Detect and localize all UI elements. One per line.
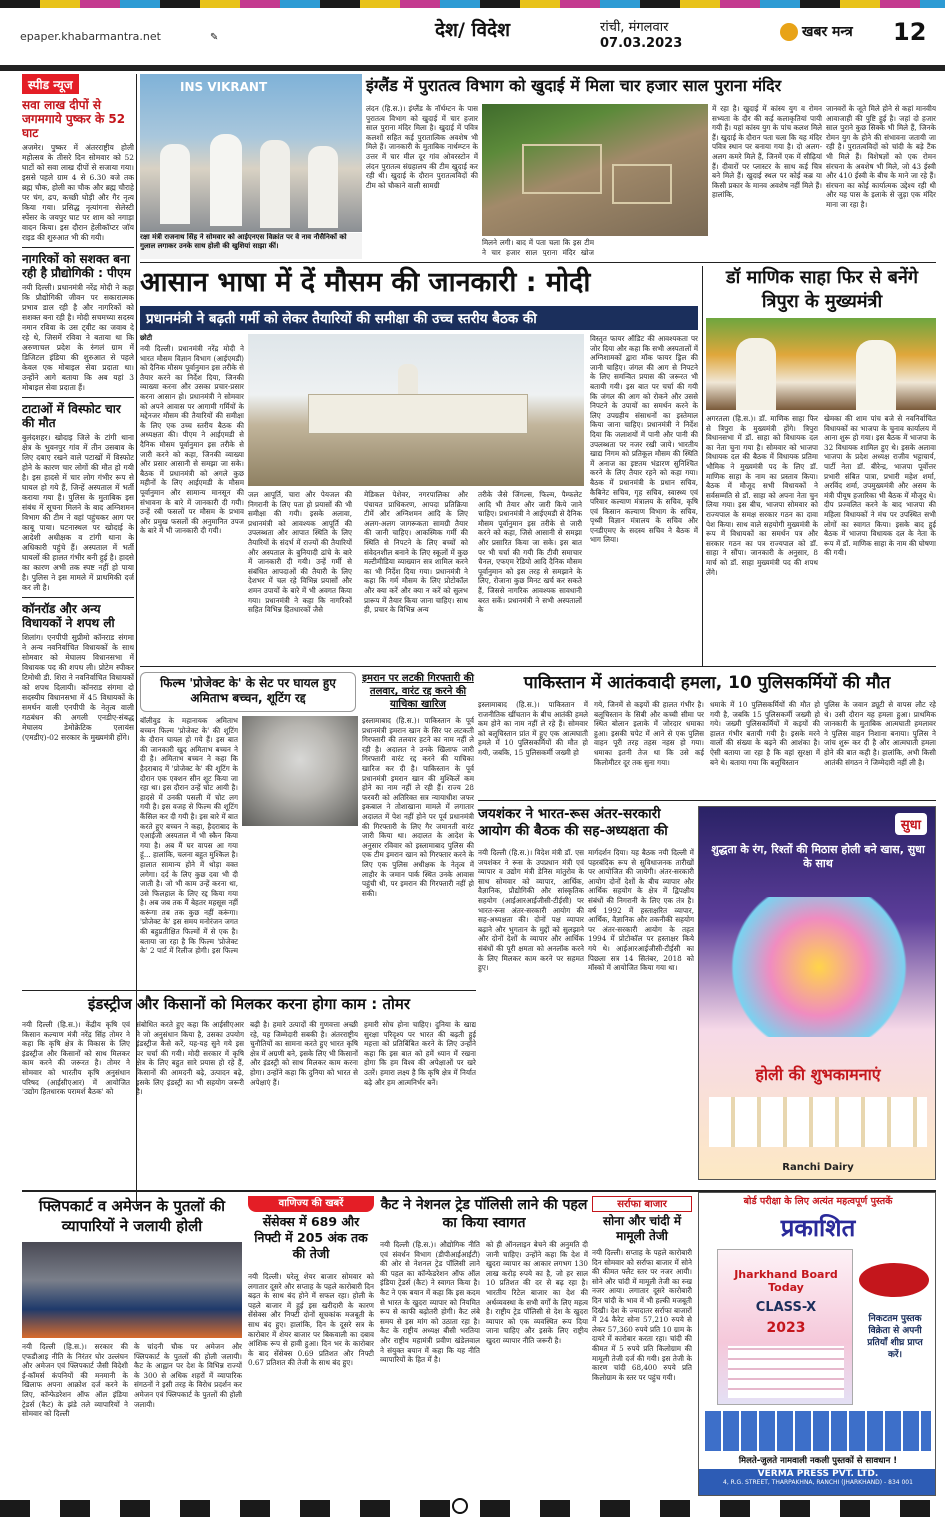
- pakistan-col-1: इस्लामाबाद (हि.स.)। पाकिस्तान में राजनीतिक खींचतान के बीच आतंकी हमले कम होने का नाम नहीं ले रहे हैं। सोमवार को बलूचिस्तान प्रांत में हुए एक आत्मघाती हमले में 10 पुलिसकर्मियों की मौत हो गयी, जबकि, 15 पुलिसकर्मी जख्मी हो: [478, 700, 588, 757]
- tripura-col-2: खेमका की शाम पांच बजे से नवनिर्वाचित विधायकों का भाजपा के चुनाव कार्यालय में आना शुरू हो गया। इस बैठक में भाजपा के 32 विधायक शामिल हुए थे। इसके अलावा भाजपा के प्रदेश अध्यक्ष राजीव भट्टाचार्य, पार्टी नेता डॉ. बीरेन्द्र, भाजपा पूर्वोत्तर प्रभारी संबित पात्रा, प्रभारी महेश शर्मा, अरविंद शर्मा, उपमुख्यमंत्री और असम के मंत्री पीयूष हजारिका भी बैठक में मौजूद थे। दीप प्रज्वलित करने के बाद भाजपा की महिला विधायकों ने मंच पर उपस्थित सभी लोगों का स्वागत किया। इसके बाद हुई बैठक में भाजपा विधायक दल के नेता के रूप में डॉ. माणिक साहा के नाम की घोषणा की गयी।: [824, 414, 936, 558]
- divider: [140, 666, 936, 667]
- amitabh-photo: [242, 716, 358, 826]
- sudha-dairy: Ranchi Dairy: [782, 1162, 854, 1173]
- prakashit-top: बोर्ड परीक्षा के लिए अत्यंत महत्वपूर्ण पुस्तकें: [699, 1193, 936, 1211]
- flipkart-protest-photo: [22, 1242, 242, 1338]
- tomar-col-4: हमारी सोच होना चाहिए। दुनिया के खाद्य सुरक्षा परिदृश्य पर भारत की बढ़ती हुई महत्ता को प्रतिबिंबित करने के लिए उन्होंने कहा कि इस बात को हमें ध्यान में रखना होगा कि हम विश्व की अपेक्षाओं पर खरे उतरें। हमारा लक्ष्य है कि कृषि क्षेत्र में निर्यात बढ़े और हम आत्मनिर्भर बनें।: [364, 1020, 476, 1087]
- crosshair-icon: [452, 1498, 468, 1514]
- cait-col-2: को ही ऑनलाइन बेचने की अनुमति दी जानी चाहिए। उन्होंने कहा कि देश में खुदरा व्यापार का आकार लगभग 130 लाख करोड़ रुपये का है, जो हर साल 10 प्रतिशत की दर से बढ़ रहा है। भारतीय रिटेल बाजार का देश की अर्थव्यवस्था के सभी वर्गों के लिए महत्व है। राष्ट्रीय ट्रेड पॉलिसी से देश के खुदरा व्यापार को एक व्यवस्थित रूप दिया जाना चाहिए और इसके लिए राष्ट्रीय खुदरा व्यापार नीति जरूरी है।: [486, 1240, 588, 1345]
- pakistan-col-2: गये, जिनमें से कइयों की हालत गंभीर है। बलूचिस्तान के सिबी और कच्ची सीमा पर स्थित बोलान इलाके में जोरदार धमाका हुआ। इसकी चपेट में आने से एक पुलिस वाहन पूरी तरह तहस नहस हो गया। धमाका इतनी तेज था कि उसे कई किलोमीटर दूर तक सुना गया।: [594, 700, 704, 767]
- tripura-headline: डॉ माणिक साहा फिर से बनेंगे त्रिपुरा के मुख्यमंत्री: [725, 267, 919, 312]
- pakistan-col-4: पुलिस के जवान ड्यूटी से वापस लौट रहे थे। उसी दौरान यह हमला हुआ। प्राथमिक जानकारी के मुताबिक आत्मघाती हमलावर ने पुलिस वाहन निशाना बनाया। पुलिस ने जांच शुरू कर दी है और आत्मघाती हमला होने की बात कही है। हालांकि, अभी किसी आतंकी संगठन ने जिम्मेदारी नहीं ली है।: [824, 700, 936, 767]
- modi-headline: आसान भाषा में दें मौसम की जानकारी : मोदी: [140, 267, 591, 298]
- tomar-col-1: नयी दिल्ली (हि.स.)। केंद्रीय कृषि एवं किसान कल्याण मंत्री नरेंद्र सिंह तोमर ने कहा कि कृषि क्षेत्र के विकास के लिए इंडस्ट्रीज और किसानों को साथ मिलकर काम करने की जरूरत है। तोमर ने सोमवार को भारतीय कृषि अनुसंधान परिषद (आईसीएआर) में आयोजित 'उद्योग हितधारक परामर्श बैठक' को: [22, 1020, 130, 1097]
- press-footer: [699, 1469, 936, 1496]
- section-title: देश/ विदेश: [434, 19, 511, 41]
- amitabh-headline: फिल्म 'प्रोजेक्ट के' के सेट पर घायल हुए अमिताभ बच्चन, शूटिंग रद्द: [140, 672, 356, 712]
- tomar-col-3: बढ़ी है। हमारे उत्पादों की गुणवत्ता अच्छी रहे, यह जिम्मेदारी सबकी है। अंतरराष्ट्रीय चुनौतियों का सामना करते हुए भारत कृषि क्षेत्र में अग्रणी बने, इसके लिए भी किसानों और इंडस्ट्री को साथ मिलकर काम करना होगा। उन्होंने कहा कि दुनिया को भारत से अपेक्षाएं हैं।: [250, 1020, 358, 1087]
- rajnath-photo: [140, 74, 362, 232]
- modi-col-3: मेडिकल पेशेवर, नगरपालिका और पंचायत प्राधिकरण, आपदा प्रतिक्रिया टीमें और अग्निशमन आदि के लिए अलग-अलग जागरूकता सामग्री तैयार की जानी चाहिए। आकस्मिक गर्मी की स्थिति से निपटने के लिए बच्चों को संवेदनशील बनाने के लिए स्कूलों में कुछ मल्टीमीडिया व्याख्यान सत्र शामिल करने का भी निर्देश दिया गया। प्रधानमंत्री ने कहा कि गर्म मौसम के लिए प्रोटोकॉल और क्या करें और क्या न करें को सुलभ प्रारूप में तैयार किया जाना चाहिए। साथ ही, प्रचार के विभिन्न अन्य: [364, 490, 468, 615]
- book-cover: [717, 1249, 853, 1405]
- flipkart-col-2: के चांदनी चौक पर अमेजन और फ्लिपकार्ट के पुतलों की होली जलायी। कैट के आह्वान पर देश के विभिन्न राज्यों के 300 से अधिक शहरों में व्यापारिक संगठनों ने इसी तरह के विरोध प्रदर्शन कर अमेजन एवं फ्लिपकार्ट के पुतलों की होली जलायी।: [134, 1342, 242, 1409]
- tomar-col-2: संबोधित करते हुए कहा कि आईसीएआर ने जो अनुसंधान किया है, उसका उपयोग इंडस्ट्रीज कैसे करें, यह-यह सुने गये इस पर चर्चा की गयी। मोदी सरकार में कृषि क्षेत्र के लिए बहुत सारे प्रयास हो रहे हैं, किसानों की आमदनी बढ़े, उत्पादन बढ़े, इसके लिए इंडस्ट्री का भी सहयोग जरूरी है।: [136, 1020, 244, 1097]
- sudha-logo: सुधा: [895, 813, 927, 835]
- cait-col-1: नयी दिल्ली (हि.स.)। औद्योगिक नीति एवं संवर्धन विभाग (डीपीआईआईटी) की ओर से नेशनल ट्रेड पॉलिसी लाने की पहल का कॉन्फेडरेशन ऑफ ऑल इंडिया ट्रेडर्स (कैट) ने स्वागत किया है। कैट ने एक बयान में कहा कि इस कदम से भारत के खुदरा व्यापार को नियमित रूप से काफी बढ़ोतरी होगी। कैट लंबे समय से इस मांग को उठाता रहा है। कैट के राष्ट्रीय अध्यक्ष बीसी भरतिया और राष्ट्रीय महामंत्री प्रवीण खंडेलवाल ने संयुक्त बयान में कहा कि यह नीति व्यापारियों के हित में है।: [380, 1240, 480, 1365]
- gold-col: नयी दिल्ली। सप्ताह के पहले कारोबारी दिन सोमवार को सर्राफा बाजार में सोने की कीमत फ्लैट स्तर पर नजर आयी। सोने और चांदी में मामूली तेजी का रुख नजर आया। लगातार दूसरे कारोबारी दिन चांदी के भाव में भी हल्की मजबूती दिखी। देश के ज्यादातर सर्राफा बाजारों में 24 कैरेट सोना 57,210 रुपये से लेकर 57,360 रुपये प्रति 10 ग्राम के दायरे में कारोबार करता रहा। चांदी की कीमत में 5 रुपये प्रति किलोग्राम की मामूली तेजी दर्ज की गयी। इस तेजी के कारण चांदी 68,400 रुपये प्रति किलोग्राम के स्तर पर पहुंच गयी।: [592, 1248, 692, 1382]
- amitabh-col-2: [242, 830, 358, 960]
- sidebar-head-4: कॉनरॉड और अन्य विधायकों ने शपथ ली: [22, 602, 115, 630]
- press-address: 4, R.G. STREET, THARPAKHNA, RANCHI (JHARKHAND) - 834 001: [723, 1479, 913, 1486]
- temple-excavation-photo: [482, 104, 708, 236]
- sidebar-body-4: शिलांग। एनपीपी सुप्रीमो कॉनराड संगमा ने अन्य नवनिर्वाचित विधायकों के साथ सोमवार को मेघालय विधानसभा में विधायक पद की शपथ ली। प्रोटेम स्पीकर टिमोथी डी. शिरा ने नवनिर्वाचित विधायकों को शपथ दिलायी। कॉनराड संगमा दो सदस्यीय विधानसभा में 45 विधायकों के समर्थन वाली एनपीपी के नेतृत्व वाली गठबंधन की अगली एनडीए-संबद्ध मेघालय डेमोक्रेटिक एलायंस (एमडीए)-02 सरकार के मुख्यमंत्री होंगे।: [22, 633, 134, 742]
- bullion-tag: सर्राफा बाजार: [592, 1196, 692, 1212]
- england-col-3: में रहा है। खुदाई में कांस्य युग व रोमन सभ्यता के दौर की कई कलाकृतियां पायी गयी हैं। यहां कांस्य युग के पांच कलश मिले हैं। खुदाई के दौरान पता चला कि यह मंदिर पवित्र स्थान पर बनाया गया है। दो अलग-अलग कमरे मिले हैं, जिनमें एक में सीढ़ियां हैं। दीवारों पर प्लास्टर के साथ कई चित्र बने मिले हैं। खुदाई स्थल पर कोई कब्र या किसी प्रकार के मानव अवशेष नहीं मिले हैं। हालांकि,: [712, 104, 822, 200]
- sudha-ad[interactable]: [698, 806, 936, 1180]
- pakistan-headline: पाकिस्तान में आतंकवादी हमला, 10 पुलिसकर्मियों की मौत: [523, 673, 891, 693]
- site-url[interactable]: epaper.khabarmantra.net: [20, 30, 161, 43]
- dateline: [600, 20, 682, 52]
- cursor-icon: ✎: [210, 32, 219, 43]
- jaishankar-col-2: मार्गदर्शन दिया। यह बैठक नयी दिल्ली में पहरबंदिक रूप से सुविधाजनक तारीखों पर आयोजित की जायेगी। अंतर-सरकारी आयोग दोनों देशों के बीच व्यापार और आर्थिक सहयोग के क्षेत्र में द्विपक्षीय संबंधों की निगरानी के लिए एक तंत्र है। वर्ष 1992 में हस्ताक्षरित व्यापार, आर्थिक, वैज्ञानिक और तकनीकी सहयोग पर अंतर-सरकारी आयोग के तहत 1994 में प्रोटोकॉल पर हस्ताक्षर किये गये थे। आईआरआईजीसी-टीईसी का पिछला सत्र 14 सितंबर, 2018 को मॉस्को में आयोजित किया गया था।: [588, 848, 694, 973]
- imran-col: इस्लामाबाद (हि.स.)। पाकिस्तान के पूर्व प्रधानमंत्री इमरान खान के सिर पर लटकती गिरफ्तारी की तलवार हटने का नाम नहीं ले रही है। अदालत ने उनके खिलाफ जारी गिरफ्तारी वारंट रद्द करने की याचिका खारिज कर दी है। पाकिस्तान के पूर्व प्रधानमंत्री इमरान खान की मुश्किलें कम होने का नाम नहीं ले रही हैं। राज्य 28 फरवरी को अतिरिक्त सत्र न्यायाधीश जफर इकबाल ने तोशाखाना मामले में लगातार अदालत में पेश नहीं होने पर पूर्व प्रधानमंत्री की गिरफ्तारी के लिए गैर जमानती वारंट जारी किया था। अदालत के आदेश के अनुसार रविवार को इस्लामाबाद पुलिस की एक टीम इमरान खान को गिरफ्तार करने के लिए एक पुलिस अधीक्षक के नेतृत्व में लाहौर के जमान पार्क स्थित उनके आवास पहुंची थी, पर इमरान की गिरफ्तारी नहीं हो सकी।: [362, 716, 474, 898]
- pakistan-col-3: धमाके में 10 पुलिसकर्मियों की मौत हो गयी है, जबकि 15 पुलिसकर्मी जख्मी हो गये। जख्मी पुलिसकर्मियों में कइयों की हालत गंभीर बतायी गयी है। इसके मरने वालों की संख्या के बढ़ने की आशंका है। ऐसी बताया जा रहा है कि वहां सुरक्षा में बने थे। बताया गया कि बलूचिस्तान: [710, 700, 820, 767]
- cait-headline: कैट ने नेशनल ट्रेड पॉलिसी लाने की पहल का किया स्वागत: [380, 1197, 588, 1231]
- prakashit-warning: मिलते-जुलते नामवाली नकली पुस्तकों से सावधान !: [738, 1456, 898, 1466]
- sidebar-divider: [22, 597, 134, 598]
- rajnath-caption: रक्षा मंत्री राजनाथ सिंह ने सोमवार को आईएनएस विक्रांत पर वे नाव नौसैनिकों को गुलाल लगाकर उनके साथ होली की खुशियां साझा कीं।: [140, 233, 362, 259]
- modi-small-tag: छोटी: [140, 334, 153, 342]
- sidebar-head-3: टाटाओं में विस्फोट चार की मौत: [22, 402, 121, 430]
- imran-headline: इमरान पर लटकी गिरफ्तारी की तलवार, वारंट रद्द करने की याचिका खारिज: [362, 673, 474, 710]
- brand-name: खबर मन्त्र: [802, 24, 853, 40]
- sidebar-body-3: बुलंदशहर। खोदाइ जिले के टांगी थाना क्षेत्र के भुवनपुर गांव में तीन उसबाव के लिए दबाए रखने वाले पटाखों में विस्फोट होने के कारण चार लोगों की मौत हो गयी है। इस हादसे में चार लोग गंभीर रूप से घायल हो गये हैं, जिन्हें अस्पताल में भर्ती कराया गया है। पुलिस के मुताबिक इस संबंध में सूचना मिलने के बाद अग्निशमन विभाग की टीम ने वहां पहुंचकर आग पर काबू पाया। घटनास्थल पर खोदाई के आदेशी अधीक्षक व टांगी थाना के अधिकारी पहुंचे हैं। अस्पताल में भर्ती घायलों की हालत गंभीर बनी हुई है। हादसे का कारण अभी तक स्पष्ट नहीं हो पाया है। पुलिस ने इस मामले में प्राथमिकी दर्ज कर ली है।: [22, 433, 134, 592]
- sudha-tagline: शुद्धता के रंग, रिश्तों की मिठास होली बने खास, सुधा के साथ: [711, 843, 925, 870]
- page-number: 12: [893, 18, 927, 46]
- flipkart-headline: फ्लिपकार्ट व अमेजन के पुतलों की व्यापारियों ने जलायी होली: [38, 1197, 226, 1235]
- modi-meeting-photo: [248, 334, 584, 486]
- divider: [478, 800, 936, 801]
- flipkart-col-1: नयी दिल्ली (हि.स.)। सरकार की एफडीआइ नीति के निरंतर घोर उल्लंघन और अमेजन एवं फ्लिपकार्ट जैसी विदेशी ई-कॉमर्स कंपनियों की मनमानी के खिलाफ अपना आक्रोश दर्ज करने के लिए, कॉन्फेडरेशन ऑफ ऑल इंडिया ट्रेडर्स (कैट) के झंडे तले व्यापारियों ने सोमवार को दिल्ली: [22, 1342, 128, 1419]
- book-year: 2023: [766, 1320, 806, 1336]
- england-col-1: लंदन (हि.स.)। इंग्लैंड के नॉर्थम्टन के पास पुरातत्व विभाग को खुदाई में चार हजार साल पुराना मंदिर मिला है। खुदाई में पवित्र कलशों सहित कई पुरातात्विक अवशेष भी मिले हैं। जानकारी के मुताबिक नार्थम्प्टन के उत्तर में चार मील दूर गांव ओवरस्टोन में लंदन पुरातत्व संग्रहालय की टीम खुदाई कर रही थी। खुदाई के दौरान पुरातत्वविदों की टीम को चौकाने वाली सामग्री: [366, 104, 478, 190]
- brand: [780, 22, 853, 41]
- jaishankar-col-1: नयी दिल्ली (हि.स.)। विदेश मंत्री डॉ. एस जयशंकर ने रूस के उपप्रधान मंत्री एवं व्यापार व उद्योग मंत्री डेनिस मांतुरोव के साथ सोमवार को व्यापार, आर्थिक, वैज्ञानिक, प्रौद्योगिकी और सांस्कृतिक सहयोग (आईआरआईजीसी-टीईसी) पर भारत-रूस अंतर-सरकारी आयोग की सह-अध्यक्षता की। दोनों पक्ष व्यापार बढ़ाने और भुगतान के मुद्दों को सुलझाने और दोनों देशों के व्यापार और आर्थिक संबंधों की पूरी क्षमता को अनलॉक करने के लिए मिलकर काम करने पर सहमत हुए।: [478, 848, 584, 973]
- photo-banner: INS VIKRANT: [180, 80, 268, 94]
- divider: [140, 262, 936, 263]
- sudha-greeting: होली की शुभकामनाएं: [755, 1065, 881, 1084]
- date: 07.03.2023: [600, 36, 683, 51]
- sidebar-head-2: नागरिकों को सशक्त बना रही है प्रौद्योगिकी : पीएम: [22, 252, 131, 280]
- prakashit-side: निकटतम पुस्तक विक्रेता से अपनी प्रतियाँ शीघ्र प्राप्त करें।: [867, 1314, 923, 1360]
- tomar-headline: इंडस्ट्रीज और किसानों को मिलकर करना होगा काम : तोमर: [88, 995, 410, 1013]
- sensex-col: नयी दिल्ली। घरेलू शेयर बाजार सोमवार को लगातार दूसरे और सप्ताह के पहले कारोबारी दिन बढ़त के साथ बंद होने में सफल रहा। होली के पहले बाजार में हुई इस खरीदारी के कारण सेंसेक्स और निफ्टी दोनों सूचकांक मजबूती के साथ बंद हुए। हालांकि, दिन के दूसरे सत्र के कारोबार में शेयर बाजार पर बिकवाली का दबाव आंशिक रूप से हावी हुआ। दिन भर के कारोबार के बाद सेंसेक्स 0.69 प्रतिशत और निफ्टी 0.67 प्रतिशत की तेजी के साथ बंद हुए।: [248, 1272, 374, 1368]
- speed-news-tag: [22, 74, 134, 94]
- bottom-marks: [0, 1500, 945, 1517]
- england-headline: इंग्लैंड में पुरातत्व विभाग को खुदाई में मिला चार हजार साल पुराना मंदिर: [366, 76, 782, 95]
- prakashit-brand: प्रकाशित: [780, 1214, 856, 1242]
- jaishankar-headline: जयशंकर ने भारत-रूस अंतर-सरकारी आयोग की बैठक की सह-अध्यक्षता की: [478, 806, 668, 839]
- tripura-photo: [706, 318, 936, 410]
- gold-headline: सोना और चांदी में मामूली तेजी: [602, 1214, 682, 1243]
- modi-col-1: नयी दिल्ली। प्रधानमंत्री नरेंद्र मोदी ने भारत मौसम विज्ञान विभाग (आईएमडी) को दैनिक मौसम पूर्वानुमान इस तरीके से तैयार करने का निर्देश दिया, जिनकी व्याख्या करना और उसका प्रचार-प्रसार करना आसान हो। प्रधानमंत्री ने सोमवार को अपने आवास पर आगामी गर्मियों के मद्देनजर मौसम की तैयारियों की समीक्षा के लिए एक उच्च स्तरीय बैठक की अध्यक्षता की। पीएम ने आईएमडी से दैनिक मौसम पूर्वानुमान इस तरीके से जारी करने को कहा, जिनकी व्याख्या और प्रसार आसानी से समझा जा सके। बैठक में प्रधानमंत्री को अगले कुछ महीनों के लिए आईएमडी के मौसम पूर्वानुमान और सामान्य मानसून की संभावना के बारे में जानकारी दी गयी। उन्हें रबी फसलों पर मौसम के प्रभाव और प्रमुख फसलों की अनुमानित उपज के बारे में भी जानकारी दी गयी।: [140, 344, 244, 536]
- press-name: VERMA PRESS PVT. LTD.: [757, 1469, 879, 1479]
- sidebar-body-2: नयी दिल्ली। प्रधानमंत्री नरेंद्र मोदी ने कहा कि प्रौद्योगिकी जीवन पर सकारात्मक प्रभाव डाल रही है और नागरिकों को सशक्त बना रही है। मोदी सचमच्या सदस्य नमान रविवा के उस ट्वीट का जवाब दे रहे थे, जिसमें रविवा ने बताया था कि अरुणाचल प्रदेश के रुंगलं ग्राम में डिजिटल इंडिया की शुरुआत से पहले केवल एक मोबाइल सेवा प्रदाता था। उन्होंने आगे बताया कि अब यहां 3 मोबाइल सेवा प्रदाता हैं।: [22, 283, 134, 392]
- commerce-tag: वाणिज्य की खबरें: [248, 1196, 374, 1212]
- book-title: Jharkhand Board Today: [734, 1268, 838, 1294]
- prakashit-ad[interactable]: [698, 1192, 936, 1496]
- brand-logo-icon: [780, 23, 798, 41]
- color-strip: [0, 0, 945, 8]
- divider: [22, 990, 476, 991]
- tripura-col-1: अगरतला (हि.स.)। डॉ. माणिक साहा फिर से त्रिपुरा के मुख्यमंत्री होंगे। त्रिपुरा विधानसभा में डॉ. साहा को विधायक दल का नेता चुना गया है। सोमवार को भाजपा विधायक दल की बैठक में विधायक प्रतिमा भौमिक ने मुख्यमंत्री पद के लिए डॉ. माणिक साहा के नाम का प्रस्ताव किया। बैठक में मौजूद सभी विधायकों ने सर्वसम्मति से डॉ. साहा को अपना नेता चुन लिया गया। इस बीच, भाजपा सोमवार को राज्यपाल के समक्ष सरकार गठन का दावा पेश किया। साथ वाले सहयोगी मुख्यमंत्री के रूप में विधायकों का समर्थन पत्र और सरकार गठन का पत्र राज्यपाल को डॉ. साहा ने सौंपा। जानकारी के अनुसार, 8 मार्च को डॉ. साहा मुख्यमंत्री पद की शपथ लेंगे।: [706, 414, 818, 577]
- divider: [702, 266, 703, 666]
- sidebar-head-1: सवा लाख दीपों से जगमगाये पुष्कर के 52 घाट: [22, 98, 126, 140]
- england-col-2: मिलने लगी। बाद में पता चला कि इस टीम ने चार हजार साल पुराना मंदिर खोज: [482, 238, 594, 256]
- speed-news-label: स्पीड न्यूज: [22, 74, 79, 94]
- modi-col-2: जल आपूर्ति, चारा और पेयजल की निगरानी के लिए पता हो प्रयासों की भी समीक्षा की गयी। इसके अलावा, प्रधानमंत्री को आवश्यक आपूर्ति की उपलब्धता और आपात स्थिति के लिए तैयारियों के संदर्भ में राज्यों की तैयारियों और अस्पताल के बुनियादी ढांचे के बारे में जानकारी दी गयी। उन्हें गर्मी से संबंधित आपदाओं की तैयारी के लिए देशभर में चल रहे विभिन्न प्रयासों और शमन उपायों के बारे में भी अवगत किया गया। प्रधानमंत्री ने कहा कि नागरिकों सहित विभिन्न हितधारकों जैसे: [248, 490, 352, 615]
- sidebar-body-1: अजमेर। पुष्कर में अंतरराष्ट्रीय होली महोत्सव के तीसरे दिन सोमवार को 52 घाटों को सवा लाख दीपों से सजाया गया। इससे पहले ग्राम 4 से 6.30 बजे तक ब्रह्म चौक, होली का चौक और ब्रह्म चौराहे पर चंग, ढप, कच्छी घोड़ी और गैर नृत्य किया गया। प्रसिद्ध नृत्यांगना सेलेस्टी स्पेंसर के जयपुर घाट पर शाम को नगाड़ा वादन किया। इस दौरान हेलीकॉप्टर जॉय राइड की शुरुआत भी की गयी।: [22, 143, 134, 242]
- modi-col-4: तरीके जैसे जिंगल्स, फिल्म, पैम्फलेट आदि भी तैयार और जारी किये जाने चाहिए। प्रधानमंत्री ने आईएमडी से दैनिक मौसम पूर्वानुमान इस तरीके से जारी करने को कहा, जिसे आसानी से समझा और प्रसारित किया जा सके। इस बात पर भी चर्चा की गयी कि टीवी समाचार चैनल, एफएम रेडियो आदि दैनिक मौसम पूर्वानुमान को इस तरह से समझाने के लिए, रोजाना कुछ मिनट खर्च कर सकते हैं, जिससे नागरिक आवश्यक सावधानी बरत सकें। प्रधानमंत्री ने सभी अस्पतालों के: [478, 490, 582, 615]
- amitabh-col-1: बॉलीवुड के महानायक अमिताभ बच्चन फिल्म 'प्रोजेक्ट के' की शूटिंग के दौरान घायल हो गये हैं। इस बात की जानकारी खुद अमिताभ बच्चन ने दी है। अमिताभ बच्चन ने कहा कि हैदराबाद में 'प्रोजेक्ट के' की शूटिंग के दौरान एक एक्शन सीन शूट किया जा रहा था। इस दौरान उन्हें चोट आयी है। हादसे में उनकी पसली में चोट लग गयी है। इस वजह से फिल्म की शूटिंग कैंसिल कर दी गयी है। इस बारे में बात करते हुए बच्चन ने कहा, हैदराबाद के एआईजी अस्पताल में भी स्कैन किया गया है। अब मैं घर वापस आ गया हूं... हालांकि, चलना बहुत मुश्किल है। हालात सामान्य होने में थोड़ा वक्त लगेगा। दर्द के लिए कुछ दवा भी दी जाती है। जो भी काम उन्हें करना था, उसे फिलहाल के लिए रद्द किया गया है। अब जब तक मैं बेहतर महसूस नहीं करूंगा तब तक कुछ नहीं करूंगा। 'प्रोजेक्ट के' इस समय मनोरंजन जगत की बहुप्रतीक्षित फिल्मों में से एक है। बताया जा रहा है कि फिल्म 'प्रोजेक्ट के' 2 पार्ट में रिलीज होगी। इस फिल्म: [140, 716, 238, 956]
- sidebar-divider: [22, 397, 134, 398]
- modi-subheadline: प्रधानमंत्री ने बढ़ती गर्मी को लेकर तैयारियों की समीक्षा की उच्च स्तरीय बैठक की: [140, 306, 698, 330]
- city-day: रांची, मंगलवार: [600, 20, 669, 35]
- sensex-headline: सेंसेक्स में 689 और निफ्टी में 205 अंक तक की तेजी: [254, 1214, 368, 1261]
- book-class: CLASS-X: [755, 1300, 817, 1315]
- header-divider: [0, 68, 945, 71]
- sidebar-divider: [22, 247, 134, 248]
- modi-col-5: विस्तृत फायर ऑडिट की आवश्यकता पर जोर दिया और कहा कि सभी अस्पतालों में अग्निशामकों द्वारा मॉक फायर ड्रिल की जानी चाहिए। जंगल की आग से निपटने के लिए समन्वित प्रयास की जरूरत भी बतायी गयी। इस बात पर चर्चा की गयी कि जंगल की आग को रोकने और उससे निपटने के उपायों का समर्थन करने के लिए उपग्रहीय संसाधनों का इस्तेमाल किया जाना चाहिए। प्रधानमंत्री ने निर्देश दिया कि जलाशयों में पानी और पानी की उपलब्धता पर नजर रखी जाये। भारतीय खाद्य निगम को प्रतिकूल मौसम की स्थिति में अनाज का इष्टतम भंडारण सुनिश्चित करने के लिए तैयार रहने को कहा गया। बैठक में प्रधानमंत्री के प्रधान सचिव, कैबिनेट सचिव, गृह सचिव, स्वास्थ्य एवं परिवार कल्याण मंत्रालय के सचिव, कृषि एवं किसान कल्याण विभाग के सचिव, पृथ्वी विज्ञान मंत्रालय के सचिव और एनडीएमए के सदस्य सचिव ने बैठक में भाग लिया।: [590, 334, 698, 545]
- england-col-4: जानवरों के जूते मिले होने से कहां मानवीय आवाजाही की पुष्टि हुई है। जहां दो हजार साल पुराने कुछ सिक्के भी मिले हैं, जिनके रोमन युग के होने की संभावना जतायी जा रही है। पुरातत्वविदों को चांदी के बड़े टैंक भी मिले हैं। विशेषज्ञों को एक रोमन संरचना के अवशेष भी मिले, जो 43 ईस्वी और 410 ईस्वी के बीच के माने जा रहे हैं। संरचना का कोई कार्यात्मक उद्देश्य रही थी और यह पास के इलाके से जुड़ा एक मंदिर माना जा रहा है।: [826, 104, 936, 209]
